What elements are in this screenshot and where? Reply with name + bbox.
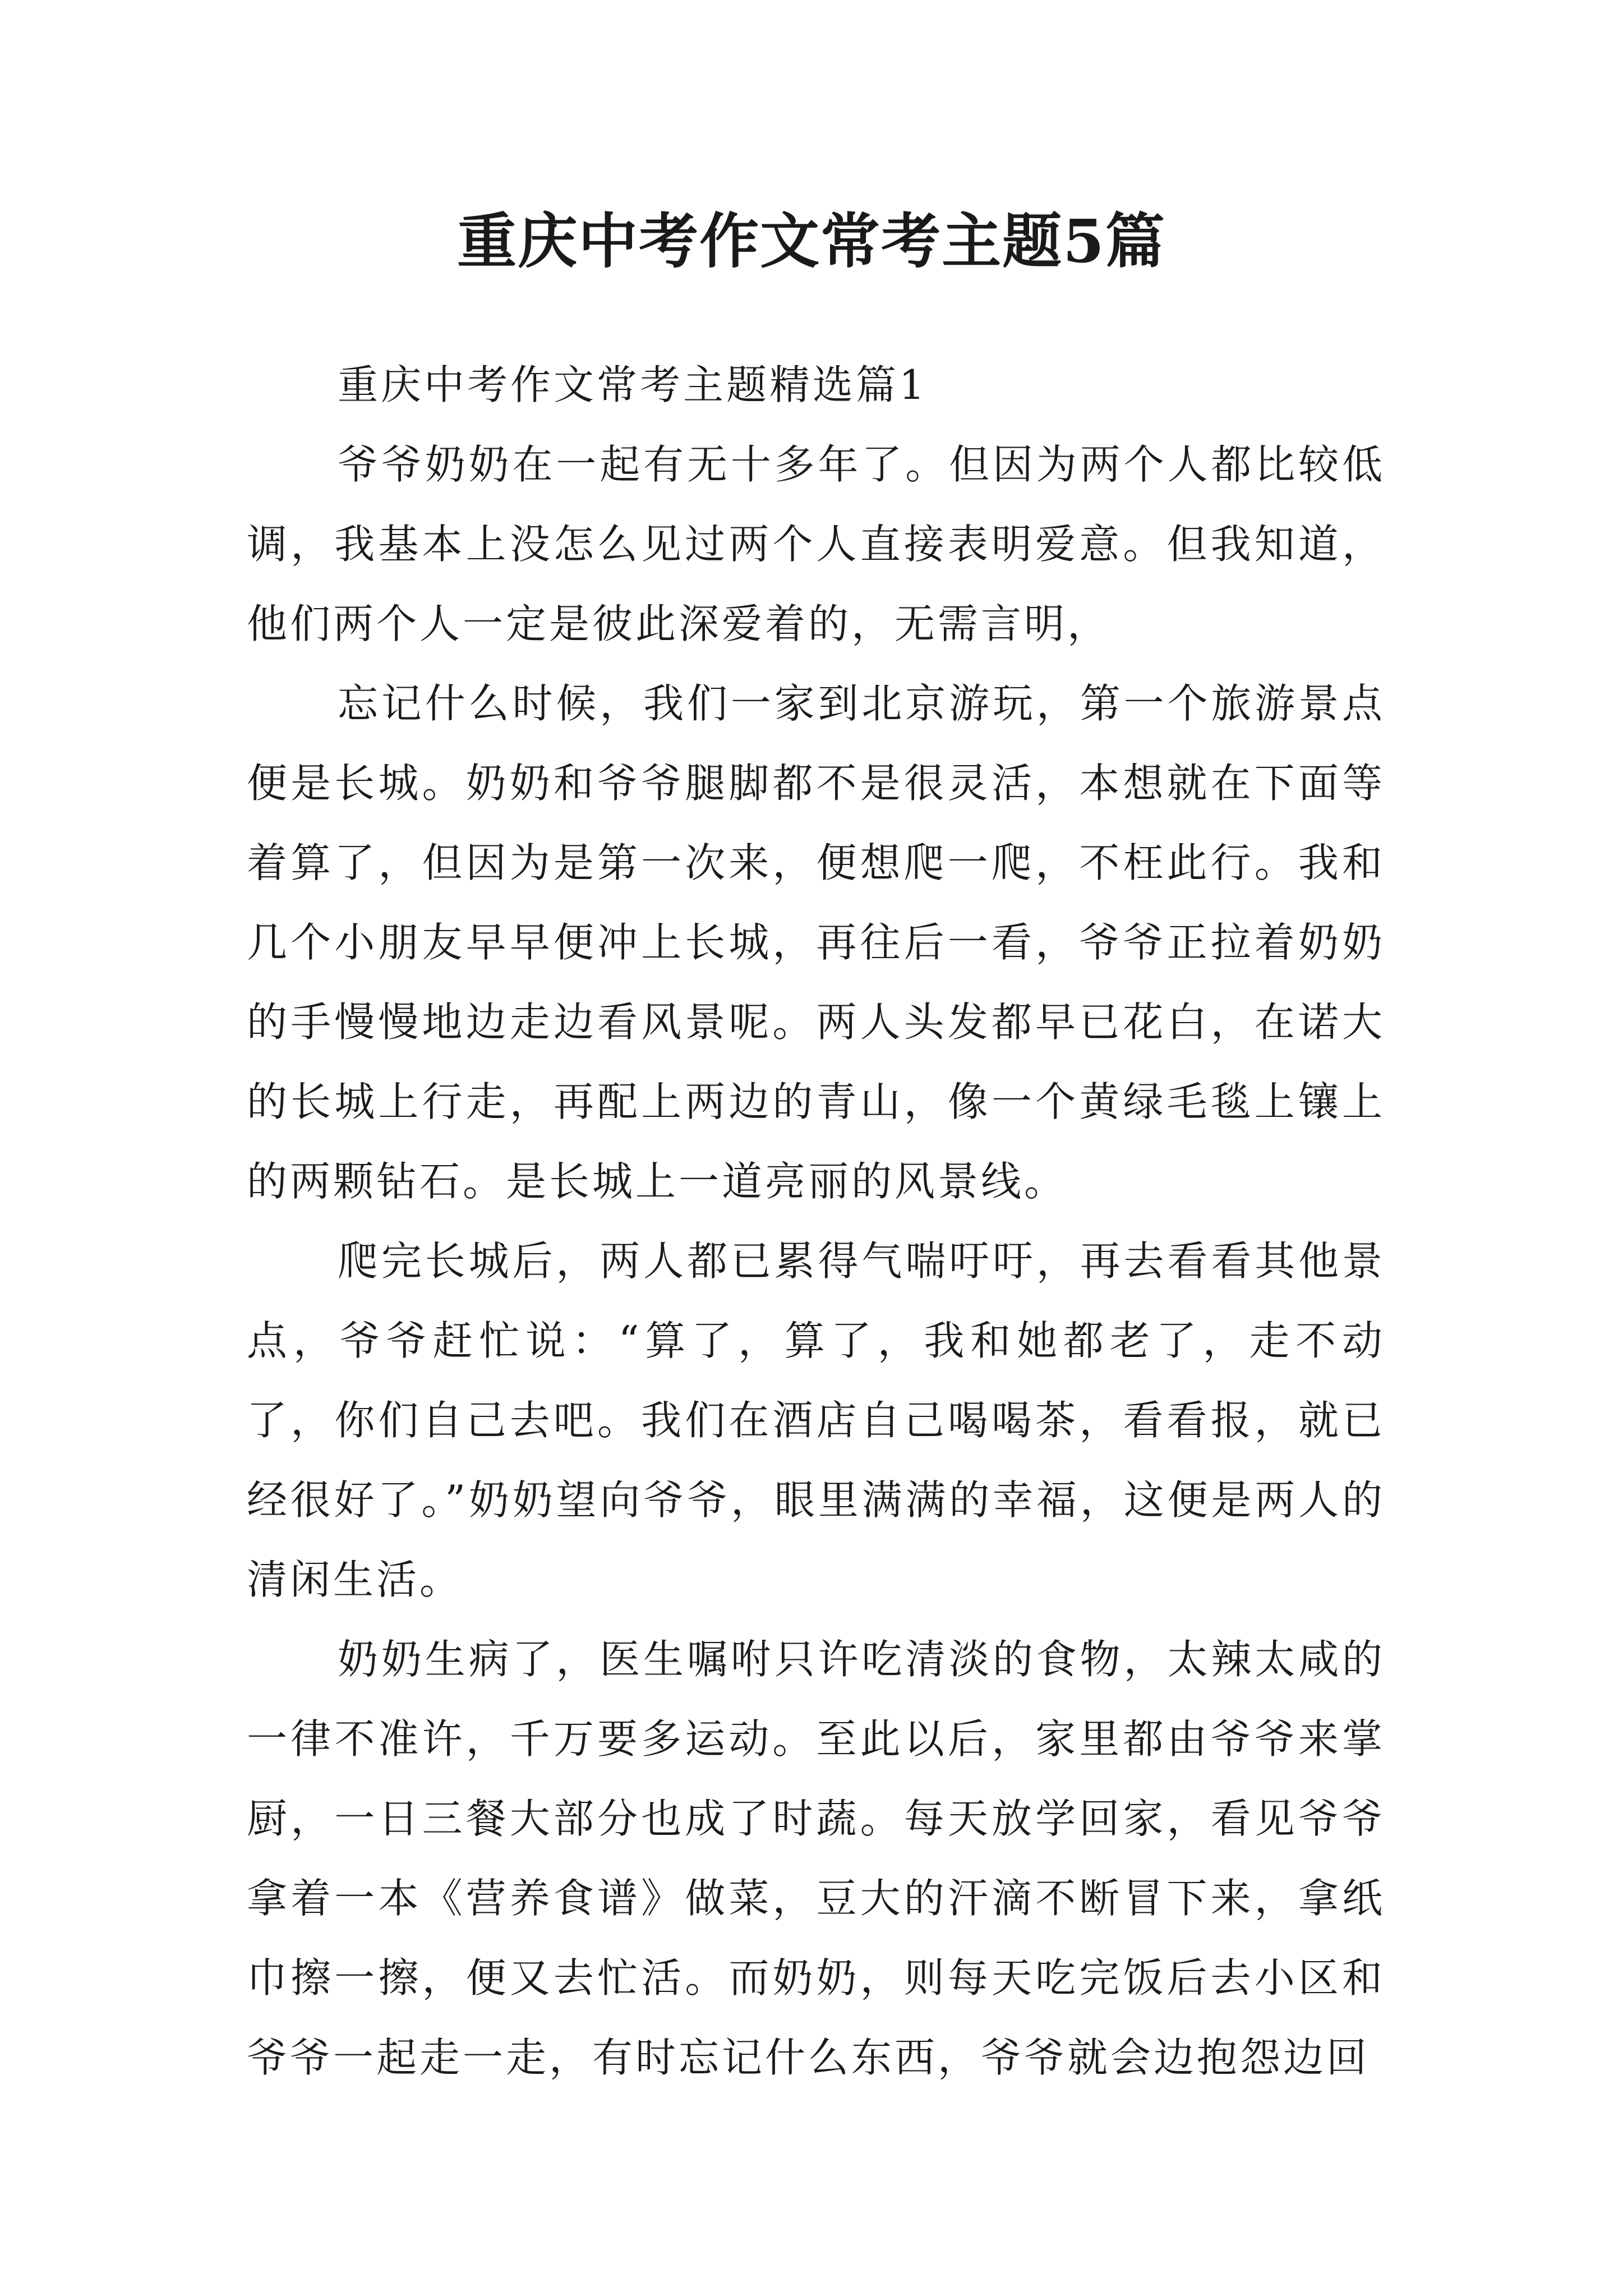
paragraph: 爬完长城后，两人都已累得气喘吁吁，再去看看其他景点，爷爷赶忙说：“算了，算了，我和她都老了，走不动了，你们自己去吧。我们在酒店自己喝喝茶，看看报，就已经很好了。”奶奶望向爷爷，眼里满满的幸福，这便是两人的清闲生活。 (247, 1237, 1385, 1603)
paragraph: 奶奶生病了，医生嘱咐只许吃清淡的食物，太辣太咸的一律不准许，千万要多运动。至此以后，家里都由爷爷来掌厨，一日三餐大部分也成了时蔬。每天放学回家，看见爷爷拿着一本《营养食谱》做菜，豆大的汗滴不断冒下来，拿纸巾擦一擦，便又去忙活。而奶奶，则每天吃完饭后去小区和爷爷一起走一走，有时忘记什么东西，爷爷就会边抱怨边回 (247, 1636, 1385, 2081)
section-heading: 重庆中考作文常考主题精选篇1 (338, 361, 928, 408)
document-body (247, 345, 1385, 2097)
document-title: 重庆中考作文常考主题5篇 (457, 206, 1166, 276)
paragraph: 忘记什么时候，我们一家到北京游玩，第一个旅游景点便是长城。奶奶和爷爷腿脚都不是很灵活，本想就在下面等着算了，但因为是第一次来，便想爬一爬，不枉此行。我和几个小朋友早早便冲上长城，再往后一看，爷爷正拉着奶奶的手慢慢地边走边看风景呢。两人头发都早已花白，在诺大的长城上行走，再配上两边的青山，像一个黄绿毛毯上镶上的两颗钻石。是长城上一道亮丽的风景线。 (247, 680, 1385, 1205)
paragraph: 爷爷奶奶在一起有无十多年了。但因为两个人都比较低调，我基本上没怎么见过两个人直接表明爱意。但我知道，他们两个人一定是彼此深爱着的，无需言明， (247, 441, 1385, 647)
